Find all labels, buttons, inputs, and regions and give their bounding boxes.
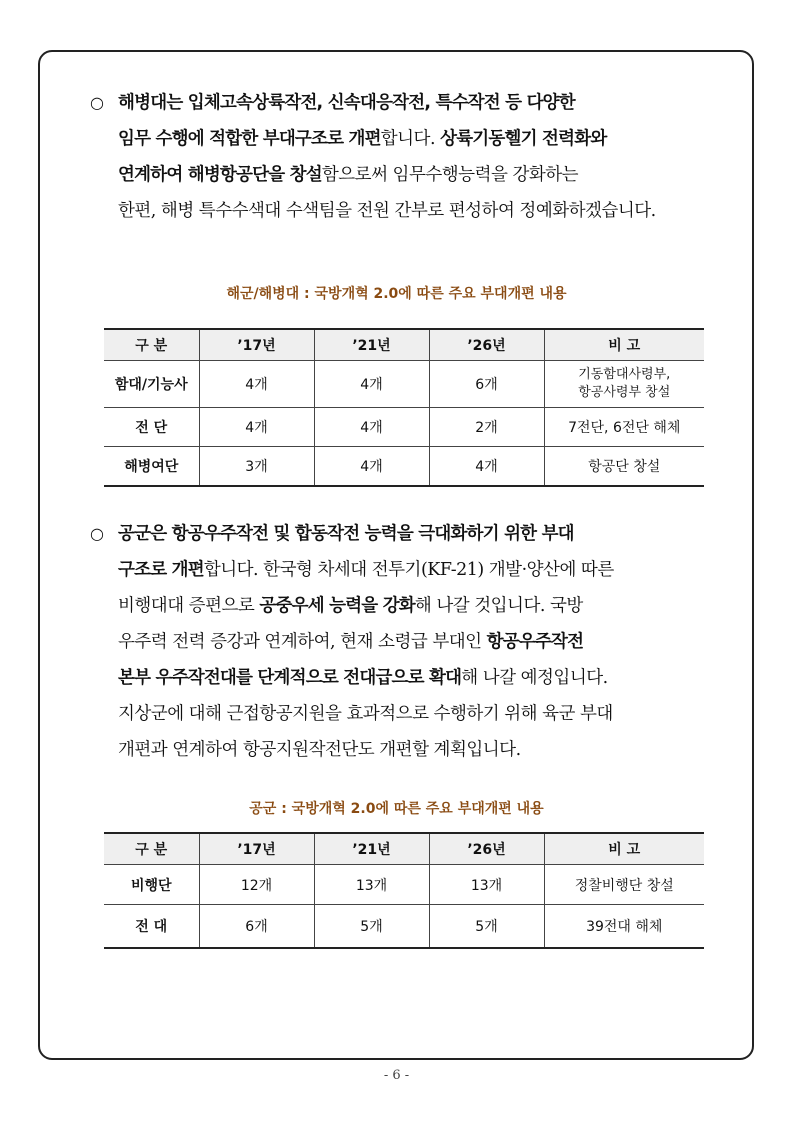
table-header-row <box>104 833 704 865</box>
bold-text-segment: 공군은 항공우주작전 및 합동작전 능력을 극대화하기 위한 부대 <box>118 524 574 544</box>
table-cell: 7전단, 6전단 해체 <box>544 408 704 447</box>
table-cell: 4개 <box>314 408 429 447</box>
bold-text-segment: 본부 우주작전대를 단계적으로 전대급으로 확대 <box>118 668 462 688</box>
text-segment: 해 나갈 예정입니다. <box>461 668 608 688</box>
table-cell: 항공단 창설 <box>544 447 704 487</box>
paragraph-line <box>90 660 730 696</box>
table-cell: 39전대 해체 <box>544 905 704 949</box>
bold-text-segment: 항공우주작전 <box>486 632 584 652</box>
paragraph-line <box>90 157 730 193</box>
table-cell: 4개 <box>199 361 314 408</box>
text-segment: 해 나갈 것입니다. 국방 <box>414 596 583 616</box>
column-header: 비 고 <box>544 833 704 865</box>
text-segment: 개편과 연계하여 항공지원작전단도 개편할 계획입니다. <box>118 740 521 760</box>
table-row <box>104 361 704 408</box>
table-cell <box>544 361 704 408</box>
table-cell: 6개 <box>199 905 314 949</box>
navy-marine-reform-table <box>104 328 704 487</box>
table-cell: 2개 <box>429 408 544 447</box>
paragraph-line <box>90 552 730 588</box>
paragraph-line <box>90 624 730 660</box>
text-segment: 지상군에 대해 근접항공지원을 효과적으로 수행하기 위해 육군 부대 <box>118 704 613 724</box>
row-label-cell: 전 단 <box>104 408 199 447</box>
table-cell: 13개 <box>429 865 544 905</box>
text-segment: 합니다. <box>380 129 441 149</box>
column-header: ’17년 <box>199 833 314 865</box>
row-label-cell: 전 대 <box>104 905 199 949</box>
row-label-cell: 함대/기능사 <box>104 361 199 408</box>
table-cell: 3개 <box>199 447 314 487</box>
paragraph-line <box>90 121 730 157</box>
column-header: ’26년 <box>429 329 544 361</box>
row-label-cell: 해병여단 <box>104 447 199 487</box>
bullet-marker: ○ <box>90 93 104 112</box>
text-segment: 비행대대 증편으로 <box>118 596 260 616</box>
cell-text-line: 기동함대사령부, <box>578 367 671 382</box>
paragraph-line <box>90 696 730 732</box>
table2-caption: 공군 : 국방개혁 2.0에 따른 주요 부대개편 내용 <box>249 801 544 817</box>
text-segment: 우주력 전력 증강과 연계하여, 현재 소령급 부대인 <box>118 632 487 652</box>
table1-caption: 해군/해병대 : 국방개혁 2.0에 따른 주요 부대개편 내용 <box>226 286 567 302</box>
column-header: 구 분 <box>104 329 199 361</box>
column-header: ’26년 <box>429 833 544 865</box>
bold-text-segment: 공중우세 능력을 강화 <box>259 596 415 616</box>
table-row <box>104 905 704 949</box>
cell-text-line: 항공사령부 창설 <box>578 385 671 400</box>
column-header: 구 분 <box>104 833 199 865</box>
paragraph-line <box>90 193 730 229</box>
table-row <box>104 447 704 487</box>
bold-text-segment: 구조로 개편 <box>118 560 204 580</box>
bullet-marker: ○ <box>90 524 104 543</box>
paragraph-line <box>90 588 730 624</box>
row-label-cell: 비행단 <box>104 865 199 905</box>
page-number: - 6 - <box>383 1068 410 1083</box>
paragraph-air-force-reform <box>90 516 730 768</box>
text-segment: 합니다. 한국형 차세대 전투기(KF-21) 개발·양산에 따른 <box>203 560 614 580</box>
column-header: ’21년 <box>314 833 429 865</box>
table-cell: 4개 <box>199 408 314 447</box>
table-cell: 4개 <box>314 361 429 408</box>
air-force-reform-table <box>104 832 704 949</box>
table-cell: 5개 <box>314 905 429 949</box>
paragraph-navy-marine-reform <box>90 85 730 229</box>
column-header: ’21년 <box>314 329 429 361</box>
column-header: ’17년 <box>199 329 314 361</box>
table-row <box>104 865 704 905</box>
table-cell: 정찰비행단 창설 <box>544 865 704 905</box>
table-cell: 13개 <box>314 865 429 905</box>
bold-text-segment: 임무 수행에 적합한 부대구조로 개편 <box>118 129 381 149</box>
table-cell: 4개 <box>429 447 544 487</box>
text-segment: 한편, 해병 특수수색대 수색팀을 전원 간부로 편성하여 정예화하겠습니다. <box>118 201 656 221</box>
table-cell: 12개 <box>199 865 314 905</box>
text-segment: 함으로써 임무수행능력을 강화하는 <box>321 165 579 185</box>
bold-text-segment: 상륙기동헬기 전력화와 <box>440 129 607 149</box>
paragraph-line <box>90 85 730 121</box>
bold-text-segment: 해병대는 입체고속상륙작전, 신속대응작전, 특수작전 등 다양한 <box>118 93 575 113</box>
column-header: 비 고 <box>544 329 704 361</box>
bold-text-segment: 연계하여 해병항공단을 창설 <box>118 165 322 185</box>
table-row <box>104 408 704 447</box>
paragraph-line <box>90 732 730 768</box>
table-cell: 5개 <box>429 905 544 949</box>
table-cell: 4개 <box>314 447 429 487</box>
table-header-row <box>104 329 704 361</box>
paragraph-line <box>90 516 730 552</box>
table-cell: 6개 <box>429 361 544 408</box>
